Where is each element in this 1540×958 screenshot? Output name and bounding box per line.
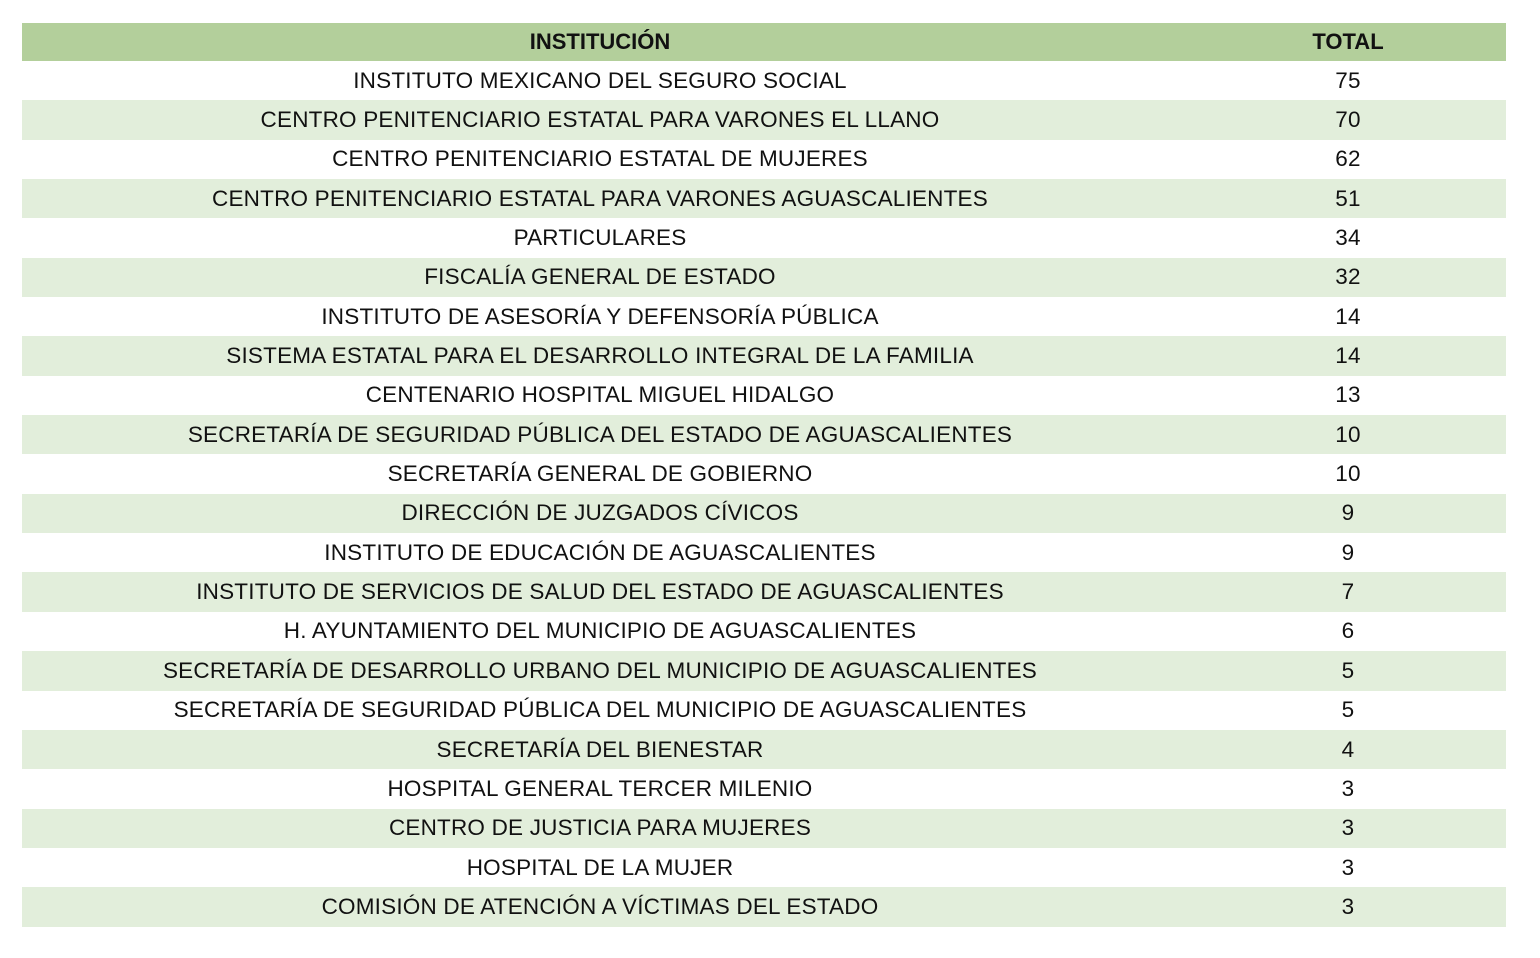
header-institution: INSTITUCIÓN [22,23,1178,61]
total-cell: 9 [1178,533,1506,572]
institution-cell: CENTRO PENITENCIARIO ESTATAL PARA VARONES EL LLANO [22,100,1178,139]
total-cell: 5 [1178,691,1506,730]
total-cell: 7 [1178,572,1506,611]
table-row [22,809,1506,848]
total-cell: 3 [1178,769,1506,808]
table-row [22,297,1506,336]
institution-cell: SECRETARÍA DE SEGURIDAD PÚBLICA DEL ESTADO DE AGUASCALIENTES [22,415,1178,454]
table-header [22,23,1506,61]
institution-cell: DIRECCIÓN DE JUZGADOS CÍVICOS [22,494,1178,533]
total-cell: 3 [1178,848,1506,887]
total-cell: 5 [1178,651,1506,690]
institution-cell: INSTITUTO MEXICANO DEL SEGURO SOCIAL [22,61,1178,100]
institution-cell: INSTITUTO DE EDUCACIÓN DE AGUASCALIENTES [22,533,1178,572]
total-cell: 10 [1178,415,1506,454]
institution-cell: FISCALÍA GENERAL DE ESTADO [22,258,1178,297]
table-row [22,612,1506,651]
institutions-table [22,23,1506,927]
table-row [22,494,1506,533]
institution-cell: HOSPITAL GENERAL TERCER MILENIO [22,769,1178,808]
total-cell: 14 [1178,297,1506,336]
table-row [22,61,1506,100]
institution-cell: PARTICULARES [22,218,1178,257]
table-row [22,218,1506,257]
table-row [22,848,1506,887]
total-cell: 6 [1178,612,1506,651]
total-cell: 70 [1178,100,1506,139]
table-row [22,730,1506,769]
institution-cell: CENTRO PENITENCIARIO ESTATAL PARA VARONES AGUASCALIENTES [22,179,1178,218]
table-row [22,179,1506,218]
table-row [22,140,1506,179]
institution-cell: INSTITUTO DE SERVICIOS DE SALUD DEL ESTADO DE AGUASCALIENTES [22,572,1178,611]
institution-cell: CENTRO PENITENCIARIO ESTATAL DE MUJERES [22,140,1178,179]
table-row [22,572,1506,611]
table-row [22,691,1506,730]
institution-cell: COMISIÓN DE ATENCIÓN A VÍCTIMAS DEL ESTADO [22,887,1178,926]
table-row [22,887,1506,926]
table-row [22,336,1506,375]
table-body [22,61,1506,927]
total-cell: 51 [1178,179,1506,218]
total-cell: 75 [1178,61,1506,100]
header-row [22,23,1506,61]
institution-cell: SECRETARÍA DEL BIENESTAR [22,730,1178,769]
institution-cell: CENTENARIO HOSPITAL MIGUEL HIDALGO [22,376,1178,415]
total-cell: 14 [1178,336,1506,375]
institution-cell: INSTITUTO DE ASESORÍA Y DEFENSORÍA PÚBLICA [22,297,1178,336]
total-cell: 10 [1178,454,1506,493]
table-row [22,100,1506,139]
institution-cell: SECRETARÍA GENERAL DE GOBIERNO [22,454,1178,493]
total-cell: 32 [1178,258,1506,297]
institution-cell: H. AYUNTAMIENTO DEL MUNICIPIO DE AGUASCALIENTES [22,612,1178,651]
total-cell: 4 [1178,730,1506,769]
table-row [22,533,1506,572]
table-row [22,258,1506,297]
institution-cell: CENTRO DE JUSTICIA PARA MUJERES [22,809,1178,848]
institution-cell: HOSPITAL DE LA MUJER [22,848,1178,887]
table-row [22,415,1506,454]
table-row [22,769,1506,808]
total-cell: 13 [1178,376,1506,415]
table-row [22,651,1506,690]
institution-cell: SECRETARÍA DE DESARROLLO URBANO DEL MUNICIPIO DE AGUASCALIENTES [22,651,1178,690]
header-total: TOTAL [1178,23,1506,61]
table-row [22,376,1506,415]
table-row [22,454,1506,493]
total-cell: 3 [1178,809,1506,848]
institution-cell: SISTEMA ESTATAL PARA EL DESARROLLO INTEGRAL DE LA FAMILIA [22,336,1178,375]
total-cell: 34 [1178,218,1506,257]
total-cell: 9 [1178,494,1506,533]
total-cell: 62 [1178,140,1506,179]
institution-cell: SECRETARÍA DE SEGURIDAD PÚBLICA DEL MUNICIPIO DE AGUASCALIENTES [22,691,1178,730]
total-cell: 3 [1178,887,1506,926]
